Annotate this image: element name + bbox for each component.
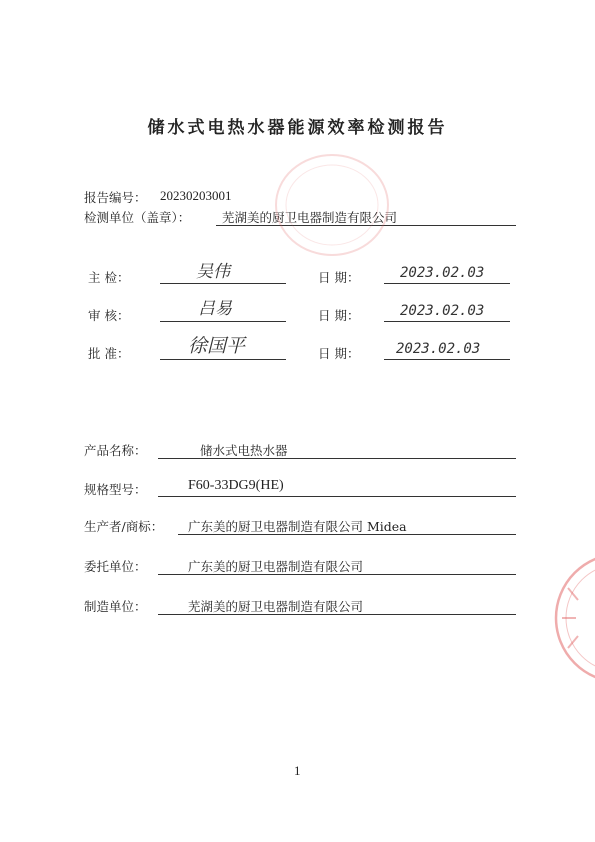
chief-inspector-signature: 吴伟 (196, 262, 230, 282)
producer-brand-value: 广东美的厨卫电器制造有限公司 Midea (188, 519, 407, 534)
client-value: 广东美的厨卫电器制造有限公司 (188, 559, 364, 574)
chief-inspector-date-underline (384, 283, 510, 284)
manufacturer-underline (158, 614, 516, 615)
product-name-underline (158, 458, 516, 459)
report-title: 储水式电热水器能源效率检测报告 (147, 118, 448, 138)
model-underline (158, 496, 516, 497)
approver-date-underline (384, 359, 510, 360)
manufacturer-label: 制造单位： (84, 599, 147, 614)
model-label: 规格型号： (84, 482, 147, 497)
approver-signature: 徐国平 (188, 335, 246, 357)
producer-brand-label: 生产者/商标： (84, 519, 164, 534)
reviewer-label: 审 核： (88, 308, 130, 323)
client-label: 委托单位： (84, 559, 147, 574)
model-value: F60-33DG9(HE) (188, 478, 284, 493)
chief-inspector-label: 主 检： (88, 270, 130, 285)
testing-unit-value: 芜湖美的厨卫电器制造有限公司 (222, 210, 398, 225)
chief-inspector-date: 2023.02.03 (400, 265, 485, 281)
approver-label: 批 准： (88, 346, 130, 361)
seal-stamp-icon (272, 150, 392, 260)
producer-brand-underline (178, 534, 516, 535)
report-number-label: 报告编号： (84, 190, 147, 205)
product-name-value: 储水式电热水器 (200, 443, 288, 458)
client-underline (158, 574, 516, 575)
edge-seal-stamp-icon (548, 548, 595, 688)
chief-inspector-date-label: 日 期： (318, 270, 360, 285)
approver-underline (160, 359, 286, 360)
page-number: 1 (294, 763, 301, 778)
reviewer-signature: 吕易 (198, 299, 232, 319)
product-name-label: 产品名称： (84, 443, 147, 458)
report-number-value: 20230203001 (160, 188, 232, 203)
reviewer-underline (160, 321, 286, 322)
reviewer-date-underline (384, 321, 510, 322)
approver-date-label: 日 期： (318, 346, 360, 361)
reviewer-date-label: 日 期： (318, 308, 360, 323)
chief-inspector-underline (160, 283, 286, 284)
approver-date: 2023.02.03 (396, 341, 481, 357)
reviewer-date: 2023.02.03 (400, 303, 485, 319)
testing-unit-label: 检测单位（盖章）： (84, 210, 191, 225)
manufacturer-value: 芜湖美的厨卫电器制造有限公司 (188, 599, 364, 614)
